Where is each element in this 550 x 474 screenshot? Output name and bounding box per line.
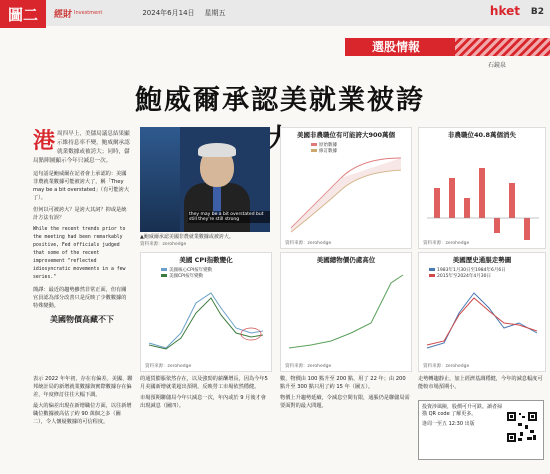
legend-label: 2015年至2024年4月30日 <box>437 274 491 279</box>
author-name: 石鏡泉 <box>488 62 507 69</box>
chart-title: 美國非農職位有可能誇大900萬個 <box>296 131 396 139</box>
bar <box>464 198 470 218</box>
gap-area <box>291 158 401 232</box>
photo-caption: ▲鮑威爾承認美國非農就業數據或被誇大。 <box>140 234 234 240</box>
page-title: 鮑威爾承認美就業被誇 <box>135 85 425 116</box>
bar <box>524 218 530 240</box>
highlight-circle <box>241 328 261 340</box>
publication-sub: Investment <box>74 10 103 16</box>
dropcap: 港 <box>33 128 56 154</box>
chart-jobs-lost <box>418 127 546 249</box>
photo-overlay-text: they may be a bit overstated but still they're still strong <box>188 211 270 223</box>
series-line <box>427 293 537 348</box>
chart-title: 非農職位40.8萬個消失 <box>447 131 517 139</box>
publication-name: 經財 <box>54 9 73 20</box>
info-hours: 逢周一至五 12:30 出版 <box>422 421 475 427</box>
issue-weekday: 星期五 <box>204 9 226 17</box>
subheading: 美國物價高藏不下 <box>50 315 114 324</box>
chart-source: 資料來源：zerohedge <box>285 364 332 369</box>
series-line <box>289 275 403 348</box>
info-text: 投資涉風險，股價可升可跌。讀者掃描 QR code 了解更多。 <box>422 404 503 417</box>
page-header <box>46 0 550 26</box>
body-column-2 <box>140 375 270 413</box>
figure-badge: 圖二 <box>0 0 46 28</box>
intro-text: 周四早上，美儲局議息結果顯示維持息率不變，鮑威爾承認就業數據或被誇大；同時，儲局點陣圖顯示今年只減息一次。 <box>33 131 130 164</box>
body-paragraph: 最大的偏差出現在新增職位方面，以往新增職位數據被高估了約 90 萬個之多（圖二），令人懷疑數據的可信程度。 <box>33 403 132 425</box>
body-paragraph: 的通貨膨脹依然存在，以及強勁的薪酬增長，因為今年5月美國新增就業超出預期，反映勞工市場依然穩健。 <box>140 376 268 390</box>
series-line <box>149 298 263 349</box>
body-paragraph: 物價上升趨勢延續，令減息空間有限，通脹仍是聯儲局需要面對的最大問題。 <box>280 395 410 409</box>
section-label: 選股情報 <box>372 40 421 54</box>
body-column-4 <box>418 375 544 394</box>
series-line <box>149 293 263 348</box>
quote-translation: 簡譯：最近的趨勢雖然非常正面，但有關官員認為部分改善只是反映了少數數據的特殊變動。 <box>33 287 127 309</box>
chart-price-level <box>280 252 412 372</box>
photo-hair <box>198 143 236 157</box>
chart-plot <box>419 128 545 248</box>
series-line <box>427 298 537 345</box>
qr-code[interactable] <box>505 410 539 444</box>
legend-label: 原始數據 <box>319 143 337 148</box>
legend-label: 修訂數據 <box>319 149 337 154</box>
bar <box>479 168 485 218</box>
photo-source: 資料來源：zerohedge <box>140 242 187 247</box>
legend-label: 美國CPI按年變動 <box>169 274 204 279</box>
bar <box>449 178 455 218</box>
bar <box>509 183 515 218</box>
bar <box>434 188 440 218</box>
body-paragraph: 走勢轉趨靜止，加上經濟基調穩健，今年的減息幅度可能較市場預期小。 <box>418 376 543 390</box>
body-column-1 <box>33 375 133 429</box>
chart-plot <box>419 253 545 371</box>
body-paragraph: 市場預期聯儲局今年只減息一次，年內或於 9 月後才會出現減息（圖四）。 <box>140 395 266 409</box>
quote-paragraph: While the recent trends prior to the meeting had been remarkably positive, Fed officials judged that some of the recent improvement "reflected idiosyncratic movements in a few series." <box>33 227 126 280</box>
intro-paragraph <box>33 130 131 166</box>
flag-backdrop <box>140 127 180 232</box>
body-column-3 <box>280 375 410 413</box>
chart-title: 美國總物價仍處高位 <box>316 256 376 264</box>
section-stripe <box>455 38 550 56</box>
legend-label: 美國核心CPI按年變動 <box>169 268 213 273</box>
issue-date: 2024年6月14日 <box>142 9 195 17</box>
chart-source: 資料來源：zerohedge <box>423 241 470 246</box>
chart-plot <box>281 128 411 248</box>
body-paragraph: 但何以可被誇大？是誇大其詞？抑或是統計方法有誤？ <box>33 207 127 221</box>
chart-plot <box>281 253 411 371</box>
hket-logo: hket <box>489 4 520 18</box>
chart-plot <box>141 253 271 371</box>
chart-title: 美國歷史通脹走勢圖 <box>452 256 512 264</box>
chart-source: 資料來源：zerohedge <box>423 364 470 369</box>
chart-inflation-history <box>418 252 546 372</box>
powell-photo <box>140 127 270 232</box>
chart-cpi-change <box>140 252 272 372</box>
body-paragraph: 表示 2022 年年初，存在有偏差。美國、聯邦統計局的新增就業數據與實際數據存在偏差，年度修訂往往大幅下調。 <box>33 376 133 398</box>
chart-source: 資料來源：zerohedge <box>285 241 332 246</box>
body-paragraph: 這句話是鮑威爾在記者會上承認的：美國非農就業數據可能被誇大了，稱「They may be a bit overstated」（有可能誇大了）。 <box>33 171 130 201</box>
body-paragraph: 數，物價由 100 點升至 200 點，用了 22 年；由 200 點升至 300 點只用了約 15 年（圖五）。 <box>280 376 406 390</box>
page-number: B2 <box>530 7 544 17</box>
bar <box>494 218 500 233</box>
left-column <box>33 130 131 330</box>
chart-nonfarm-overstated <box>280 127 412 249</box>
chart-source: 資料來源：zerohedge <box>145 364 192 369</box>
legend-label: 1983年1月30日至1984年6月6日 <box>437 268 506 273</box>
chart-title: 美國 CPI指數變化 <box>179 256 233 264</box>
